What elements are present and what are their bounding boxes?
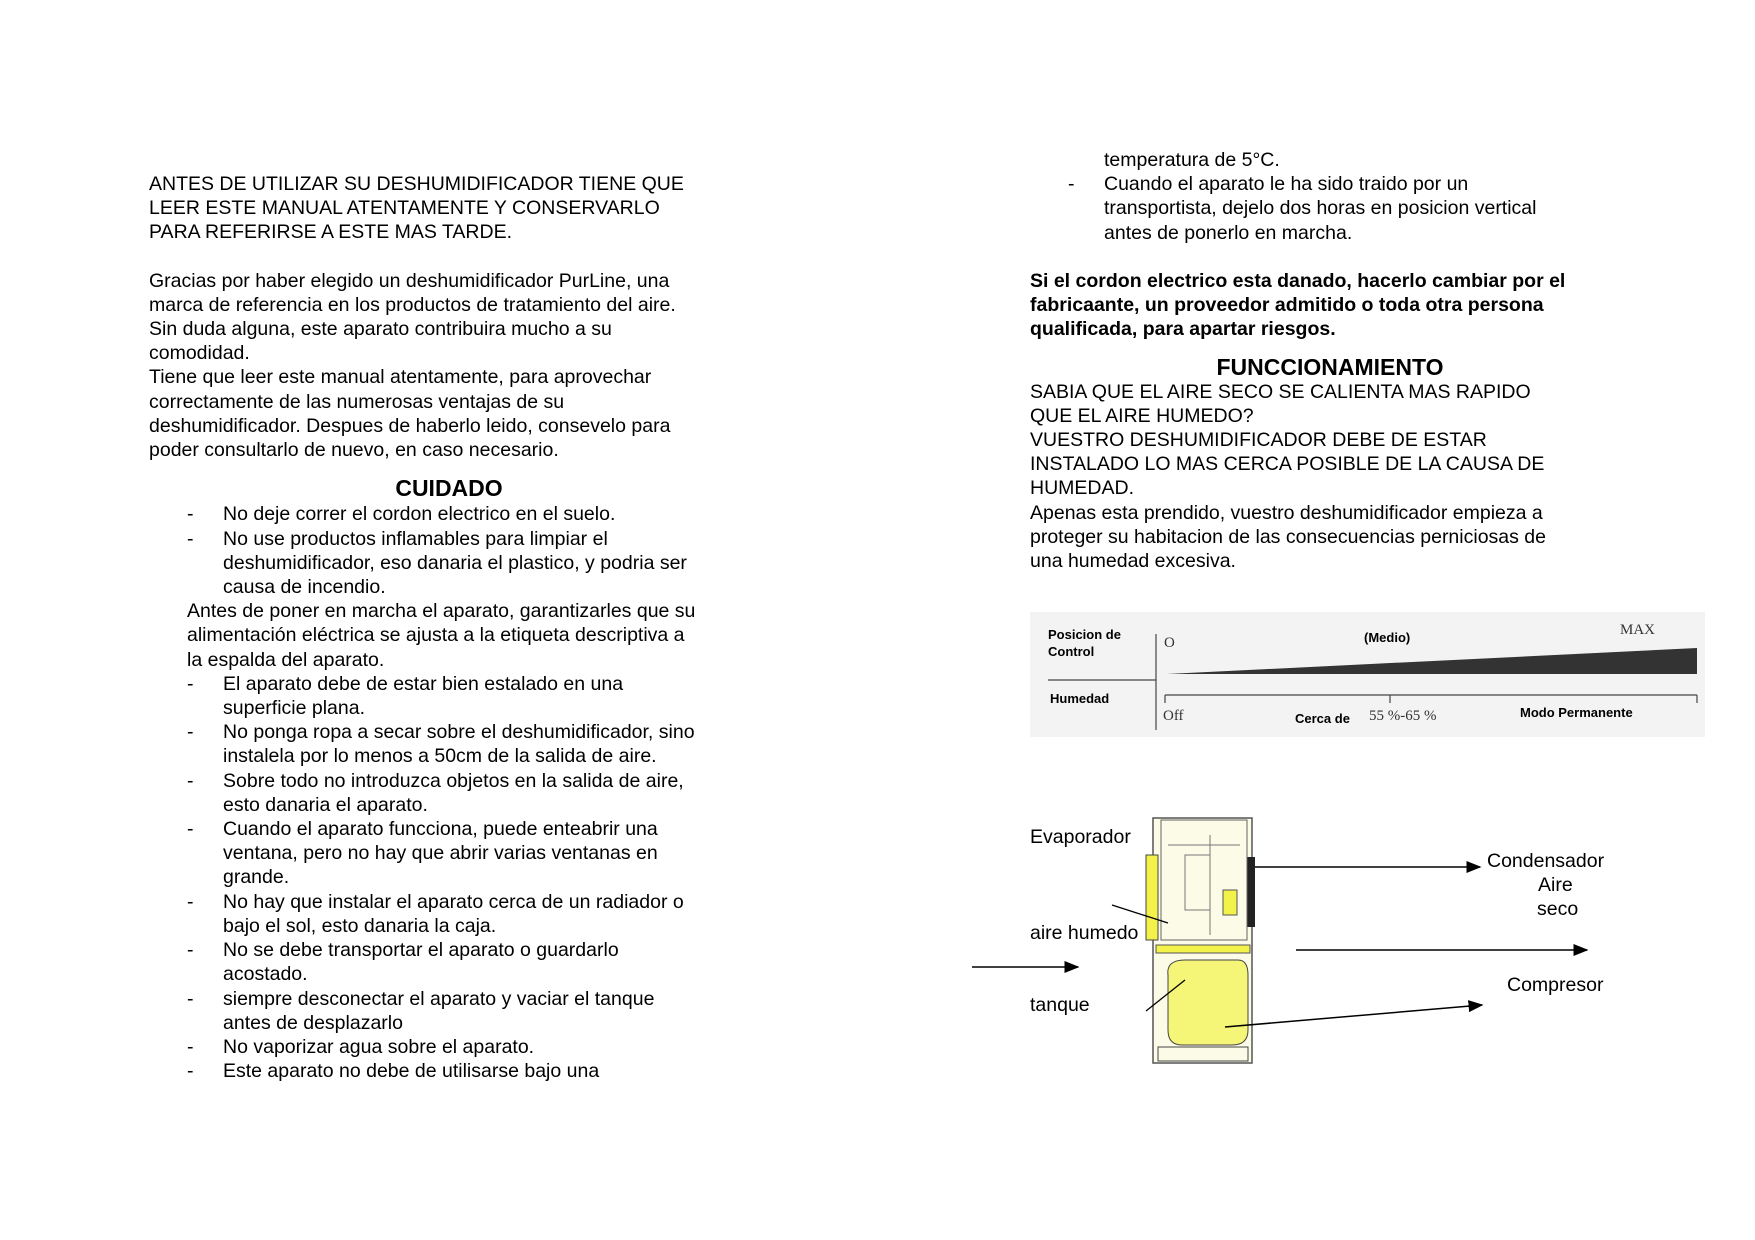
list-item [149,769,749,817]
dash-bullet: - [187,987,194,1010]
evaporator-panel [1146,855,1158,940]
list-item [149,817,749,890]
label-evaporador: Evaporador [1030,826,1131,848]
list-item-line: esto danaria el aparato. [223,793,428,816]
text-line: proteger su habitacion de las consecuencias perniciosas de [1030,525,1546,548]
list-item [149,502,749,526]
water-tank [1168,960,1248,1045]
label-compresor: Compresor [1507,974,1604,996]
scale-o-label: O [1164,635,1175,651]
dash-bullet: - [187,503,194,526]
dash-bullet: - [187,672,194,695]
list-item-line: Cuando el aparato le ha sido traido por un [1104,173,1469,196]
text-line: VUESTRO DESHUMIDIFICADOR DEBE DE ESTAR [1030,429,1487,452]
list-item-line: No use productos inflamables para limpiar el [223,527,608,550]
list-item [149,938,749,986]
label-aire-humedo: aire humedo [1030,922,1139,944]
condenser-panel [1247,857,1255,927]
funcionamiento-body [1030,501,1630,574]
dash-bullet: - [187,939,194,962]
text-line: INSTALADO LO MAS CERCA POSIBLE DE LA CAUSA DE [1030,453,1545,476]
label-tanque: tanque [1030,994,1090,1016]
scale-medio-label: (Medio) [1364,630,1411,645]
dash-bullet: - [187,721,194,744]
text-line: Apenas esta prendido, vuestro deshumidificador empieza a [1030,501,1543,524]
arrow-compresor [1225,1005,1482,1027]
text-line: una humedad excesiva. [1030,550,1236,573]
divider-plate [1156,945,1250,953]
text-line: Si el cordon electrico esta danado, hacerlo cambiar por el [1030,269,1566,292]
list-item-line: No ponga ropa a secar sobre el deshumidificador, sino [223,721,695,744]
text-line: Gracias por haber elegido un deshumidificador PurLine, una [149,269,670,292]
text-line: PARA REFERIRSE A ESTE MAS TARDE. [149,221,513,244]
text-line: marca de referencia en los productos de tratamiento del aire. [149,293,676,316]
scale-max-label: MAX [1620,622,1656,638]
funcionamiento-caps [1030,380,1630,501]
text-line: Tiene que leer este manual atentamente, para aprovechar [149,366,652,389]
list-item [149,1035,749,1059]
dash-bullet: - [187,1060,194,1083]
scale-off-label: Off [1163,708,1184,724]
list-item-line: superficie plana. [223,697,366,720]
dehumidifier-diagram [970,815,1630,1075]
compressor-top [1223,890,1237,915]
list-item-line: ventana, pero no hay que abrir varias ventanas en [223,842,658,865]
text-line: HUMEDAD. [1030,477,1135,500]
list-item-line: No vaporizar agua sobre el aparato. [223,1035,535,1058]
list-item-line: transportista, dejelo dos horas en posicion vertical [1104,197,1537,220]
list-item-line: Este aparato no debe de utilisarse bajo una [223,1060,600,1083]
posicion-label-line1: Posicion de [1048,627,1121,642]
scale-modo-label: Modo Permanente [1520,705,1633,720]
cuidado-list-a [149,502,749,599]
dash-bullet: - [187,527,194,550]
intro-paragraph-1 [149,269,749,366]
text-line: qualificada, para apartar riesgos. [1030,318,1336,341]
text-line: LEER ESTE MANUAL ATENTAMENTE Y CONSERVARLO [149,197,660,220]
list-item [149,1059,749,1083]
dash-bullet: - [187,1035,194,1058]
list-item-line: Sobre todo no introduzca objetos en la salida de aire, [223,769,684,792]
cuidado-list-b [149,672,749,1083]
list-item-line: Cuando el aparato funcciona, puede enteabrir una [223,818,658,841]
text-line: poder consultarlo de nuevo, en caso necesario. [149,439,559,462]
list-item-line: No hay que instalar el aparato cerca de un radiador o [223,890,684,913]
cuidado-note [149,599,749,672]
control-wedge [1167,648,1697,674]
posicion-label-line2: Control [1048,644,1095,659]
list-item-line: El aparato debe de estar bien estalado en una [223,672,624,695]
humidity-scale-figure [1030,612,1705,737]
list-item-line: acostado. [223,963,308,986]
text-line: deshumidificador. Despues de haberlo leido, consevelo para [149,414,671,437]
cuidado-heading: CUIDADO [395,475,503,502]
list-item [1030,172,1630,245]
list-item-line: No deje correr el cordon electrico en el suelo. [223,503,616,526]
list-item-line: No se debe transportar el aparato o guardarlo [223,939,619,962]
scale-cerca-label: Cerca de [1295,711,1350,726]
list-item [149,890,749,938]
dash-bullet: - [187,818,194,841]
list-item [149,672,749,720]
text-line: fabricaante, un proveedor admitido o toda otra persona [1030,294,1544,317]
funcionamiento-heading: FUNCCIONAMIENTO [1216,354,1444,381]
list-item-line: antes de ponerlo en marcha. [1104,221,1353,244]
left-column [149,172,749,1083]
text-line: QUE EL AIRE HUMEDO? [1030,404,1254,427]
text-line: SABIA QUE EL AIRE SECO SE CALIENTA MAS RAPIDO [1030,380,1531,403]
list-item-line: antes de desplazarlo [223,1011,403,1034]
dash-bullet: - [187,769,194,792]
text-line: alimentación eléctrica se ajusta a la etiqueta descriptiva a [187,624,685,647]
intro-paragraph-2 [149,365,749,462]
humedad-label: Humedad [1050,691,1110,706]
label-aire: Aire [1538,874,1573,896]
list-item [149,527,749,600]
intro-warning [149,172,749,245]
list-item-line: siempre desconectar el aparato y vaciar el tanque [223,987,655,1010]
label-condensador: Condensador [1487,850,1605,872]
list-item-line: bajo el sol, esto danaria la caja. [223,914,497,937]
right-column [1030,148,1630,573]
text-line: comodidad. [149,342,250,365]
text-line: Antes de poner en marcha el aparato, garantizarles que su [187,600,696,623]
list-item-line: causa de incendio. [223,576,386,599]
list-item [149,987,749,1035]
text-line: Sin duda alguna, este aparato contribuira mucho a su [149,318,612,341]
dash-bullet: - [187,890,194,913]
text-line: ANTES DE UTILIZAR SU DESHUMIDIFICADOR TIENE QUE [149,173,684,195]
transport-item [1030,172,1630,245]
list-item-line: deshumidificador, eso danaria el plastico, y podria ser [223,551,687,574]
list-item-line: instalela por lo menos a 50cm de la salida de aire. [223,745,657,768]
scale-range-label: 55 %-65 % [1369,708,1437,724]
text-line: la espalda del aparato. [187,648,385,671]
text-line: correctamente de las numerosas ventajas de su [149,390,565,413]
list-item-line: grande. [223,866,290,889]
label-seco: seco [1537,898,1579,920]
dash-bullet: - [1068,173,1075,196]
list-item [149,720,749,768]
cord-warning [1030,269,1630,342]
continued-line: temperatura de 5°C. [1104,149,1280,171]
